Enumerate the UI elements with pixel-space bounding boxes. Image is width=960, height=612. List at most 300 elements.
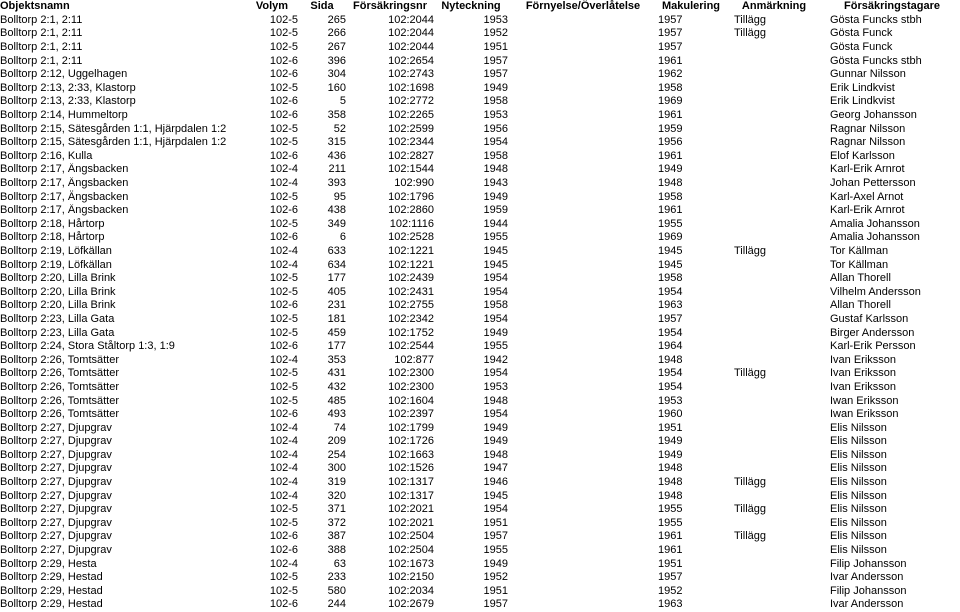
cell-makulering: 1959: [658, 122, 683, 135]
cell-nyteckning: 1944: [483, 217, 508, 230]
cell-makulering: 1961: [658, 530, 683, 543]
cell-forsakringsnr: 102:2544: [388, 340, 434, 353]
cell-fornyelse: [508, 449, 658, 463]
cell-nyteckning: 1952: [483, 27, 508, 40]
cell-volym: 102-5: [269, 394, 298, 407]
cell-sida: 393: [327, 177, 346, 190]
cell-volym: 102-5: [269, 13, 298, 26]
cell-anmarkning: [724, 285, 824, 299]
cell-sida: 459: [327, 326, 346, 339]
cell-forsakringsnr: 102:2431: [388, 285, 434, 298]
cell-anmarkning: [724, 449, 824, 463]
cell-nyteckning: 1954: [483, 272, 508, 285]
cell-fornyelse: [508, 122, 658, 136]
cell-anmarkning: [724, 489, 824, 503]
cell-nyteckning: 1949: [483, 557, 508, 570]
cell-sida: 387: [327, 530, 346, 543]
cell-objektsnamn: Bolltorp 2:27, Djupgrav: [0, 462, 112, 475]
table-row: [0, 285, 960, 299]
cell-objektsnamn: Bolltorp 2:27, Djupgrav: [0, 489, 112, 502]
cell-nyteckning: 1957: [483, 54, 508, 67]
cell-sida: 405: [327, 285, 346, 298]
cell-fornyelse: [508, 285, 658, 299]
cell-anmarkning: [724, 68, 824, 82]
table-row: [0, 231, 960, 245]
cell-anmarkning: [724, 571, 824, 585]
cell-fornyelse: [508, 489, 658, 503]
cell-forsakringsnr: 102:2654: [388, 54, 434, 67]
cell-anmarkning: [724, 408, 824, 422]
cell-forsakringsnr: 102:2439: [388, 272, 434, 285]
cell-makulering: 1958: [658, 81, 683, 94]
cell-volym: 102-5: [269, 503, 298, 516]
column-header-volym: Volym: [255, 0, 289, 13]
cell-anmarkning: [724, 517, 824, 531]
cell-forsakringstagare: Filip Johansson: [830, 584, 907, 597]
cell-makulering: 1948: [658, 353, 683, 366]
cell-objektsnamn: Bolltorp 2:14, Hummeltorp: [0, 109, 128, 122]
cell-anmarkning: [724, 462, 824, 476]
cell-volym: 102-5: [269, 516, 298, 529]
cell-sida: 438: [327, 204, 346, 217]
cell-forsakringsnr: 102:1673: [388, 557, 434, 570]
cell-sida: 6: [339, 231, 346, 244]
column-header-anmarkning: Anmärkning: [741, 0, 807, 13]
cell-fornyelse: [508, 544, 658, 558]
cell-makulering: 1945: [658, 244, 683, 257]
cell-nyteckning: 1959: [483, 204, 508, 217]
cell-nyteckning: 1949: [483, 421, 508, 434]
cell-objektsnamn: Bolltorp 2:29, Hesta: [0, 557, 97, 570]
cell-anmarkning: [724, 54, 824, 68]
cell-fornyelse: [508, 353, 658, 367]
cell-objektsnamn: Bolltorp 2:15, Sätesgården 1:1, Hjärpdalen 1:2: [0, 136, 227, 149]
cell-nyteckning: 1955: [483, 231, 508, 244]
cell-forsakringsnr: 102:2265: [388, 109, 434, 122]
cell-fornyelse: [508, 503, 658, 517]
cell-volym: 102-5: [269, 41, 298, 54]
cell-volym: 102-6: [269, 408, 298, 421]
table-row: [0, 14, 960, 28]
cell-nyteckning: 1954: [483, 312, 508, 325]
column-header-forsakringsnr: Försäkringsnr: [353, 0, 427, 13]
cell-forsakringsnr: 102:1726: [388, 435, 434, 448]
cell-makulering: 1961: [658, 204, 683, 217]
cell-anmarkning: [724, 421, 824, 435]
cell-forsakringstagare: Elis Nilsson: [830, 476, 887, 489]
table-row: [0, 258, 960, 272]
cell-forsakringstagare: Gösta Funcks stbh: [830, 54, 922, 67]
cell-volym: 102-5: [269, 272, 298, 285]
cell-forsakringsnr: 102:2679: [388, 598, 434, 611]
cell-forsakringstagare: Elis Nilsson: [830, 448, 887, 461]
cell-volym: 102-5: [269, 312, 298, 325]
cell-fornyelse: [508, 517, 658, 531]
cell-forsakringstagare: Amalia Johansson: [830, 231, 920, 244]
cell-nyteckning: 1945: [483, 258, 508, 271]
cell-anmarkning: [724, 557, 824, 571]
cell-objektsnamn: Bolltorp 2:26, Tomtsätter: [0, 367, 120, 380]
cell-volym: 102-5: [269, 136, 298, 149]
cell-volym: 102-4: [269, 163, 298, 176]
cell-anmarkning: [724, 313, 824, 327]
cell-forsakringstagare: Tor Källman: [830, 258, 889, 271]
cell-anmarkning: [724, 326, 824, 340]
cell-fornyelse: [508, 462, 658, 476]
cell-fornyelse: [508, 557, 658, 571]
cell-nyteckning: 1948: [483, 448, 508, 461]
table-row: [0, 394, 960, 408]
cell-forsakringstagare: Ivan Eriksson: [830, 367, 897, 380]
cell-fornyelse: [508, 571, 658, 585]
cell-fornyelse: [508, 476, 658, 490]
cell-forsakringsnr: 102:1221: [388, 258, 434, 271]
cell-forsakringsnr: 102:1317: [388, 489, 434, 502]
cell-nyteckning: 1957: [483, 598, 508, 611]
cell-forsakringstagare: Amalia Johansson: [830, 217, 920, 230]
cell-anmarkning: [724, 544, 824, 558]
cell-forsakringstagare: Georg Johansson: [830, 109, 917, 122]
table-row: [0, 367, 960, 381]
table-row: [0, 544, 960, 558]
cell-objektsnamn: Bolltorp 2:20, Lilla Brink: [0, 285, 116, 298]
cell-makulering: 1963: [658, 598, 683, 611]
cell-sida: 267: [327, 41, 346, 54]
cell-volym: 102-5: [269, 122, 298, 135]
table-body: [0, 14, 960, 612]
table-row: [0, 313, 960, 327]
cell-makulering: 1954: [658, 285, 683, 298]
cell-sida: 353: [327, 353, 346, 366]
cell-anmarkning: [724, 150, 824, 164]
cell-fornyelse: [508, 367, 658, 381]
cell-anmarkning: [724, 177, 824, 191]
cell-sida: 320: [327, 489, 346, 502]
cell-objektsnamn: Bolltorp 2:20, Lilla Brink: [0, 299, 116, 312]
table-row: [0, 204, 960, 218]
cell-nyteckning: 1949: [483, 326, 508, 339]
cell-anmarkning: [724, 353, 824, 367]
cell-nyteckning: 1957: [483, 530, 508, 543]
cell-sida: 633: [327, 244, 346, 257]
cell-fornyelse: [508, 163, 658, 177]
cell-objektsnamn: Bolltorp 2:17, Ängsbacken: [0, 163, 129, 176]
cell-volym: 102-6: [269, 109, 298, 122]
cell-forsakringstagare: Ragnar Nilsson: [830, 136, 906, 149]
cell-forsakringsnr: 102:2827: [388, 149, 434, 162]
cell-sida: 634: [327, 258, 346, 271]
cell-sida: 580: [327, 584, 346, 597]
cell-volym: 102-6: [269, 54, 298, 67]
column-header-nyteckning: Nyteckning: [441, 0, 501, 13]
cell-forsakringsnr: 102:2397: [388, 408, 434, 421]
cell-forsakringstagare: Johan Pettersson: [830, 177, 916, 190]
cell-fornyelse: [508, 14, 658, 28]
cell-makulering: 1948: [658, 177, 683, 190]
cell-fornyelse: [508, 394, 658, 408]
cell-anmarkning: [724, 258, 824, 272]
cell-nyteckning: 1958: [483, 149, 508, 162]
cell-objektsnamn: Bolltorp 2:26, Tomtsätter: [0, 394, 120, 407]
cell-volym: 102-5: [269, 190, 298, 203]
cell-sida: 209: [327, 435, 346, 448]
cell-forsakringsnr: 102:2300: [388, 380, 434, 393]
cell-fornyelse: [508, 177, 658, 191]
cell-forsakringstagare: Ragnar Nilsson: [830, 122, 906, 135]
cell-fornyelse: [508, 585, 658, 599]
cell-forsakringsnr: 102:1544: [388, 163, 434, 176]
cell-forsakringsnr: 102:2034: [388, 584, 434, 597]
cell-objektsnamn: Bolltorp 2:15, Sätesgården 1:1, Hjärpdalen 1:2: [0, 122, 227, 135]
cell-makulering: 1969: [658, 95, 683, 108]
cell-forsakringstagare: Ivar Andersson: [830, 598, 904, 611]
table-row: [0, 408, 960, 422]
cell-forsakringstagare: Karl-Axel Arnot: [830, 190, 904, 203]
cell-fornyelse: [508, 408, 658, 422]
cell-objektsnamn: Bolltorp 2:18, Hårtorp: [0, 217, 105, 230]
cell-objektsnamn: Bolltorp 2:16, Kulla: [0, 149, 93, 162]
cell-anmarkning: [724, 190, 824, 204]
cell-fornyelse: [508, 218, 658, 232]
cell-forsakringstagare: Erik Lindkvist: [830, 81, 895, 94]
cell-anmarkning: [724, 218, 824, 232]
cell-forsakringstagare: Elis Nilsson: [830, 489, 887, 502]
cell-nyteckning: 1951: [483, 41, 508, 54]
cell-fornyelse: [508, 204, 658, 218]
cell-objektsnamn: Bolltorp 2:27, Djupgrav: [0, 421, 112, 434]
cell-sida: 244: [327, 598, 346, 611]
table-row: [0, 421, 960, 435]
cell-objektsnamn: Bolltorp 2:17, Ängsbacken: [0, 204, 129, 217]
cell-forsakringstagare: Birger Andersson: [830, 326, 915, 339]
cell-sida: 63: [333, 557, 346, 570]
cell-anmarkning: Tillägg: [734, 244, 766, 257]
cell-makulering: 1954: [658, 326, 683, 339]
cell-forsakringsnr: 102:2772: [388, 95, 434, 108]
cell-volym: 102-5: [269, 367, 298, 380]
cell-sida: 388: [327, 544, 346, 557]
cell-nyteckning: 1949: [483, 81, 508, 94]
cell-forsakringstagare: Elis Nilsson: [830, 516, 887, 529]
cell-forsakringsnr: 102:1116: [389, 217, 434, 230]
cell-sida: 319: [327, 476, 346, 489]
table-row: [0, 245, 960, 259]
cell-nyteckning: 1958: [483, 299, 508, 312]
cell-forsakringsnr: 102:2860: [388, 204, 434, 217]
table-row: [0, 27, 960, 41]
cell-anmarkning: [724, 394, 824, 408]
cell-sida: 177: [327, 272, 346, 285]
cell-fornyelse: [508, 245, 658, 259]
cell-forsakringstagare: Karl-Erik Arnrot: [830, 204, 905, 217]
cell-objektsnamn: Bolltorp 2:1, 2:11: [0, 27, 83, 40]
table-row: [0, 326, 960, 340]
cell-makulering: 1955: [658, 503, 683, 516]
cell-forsakringsnr: 102:2044: [388, 41, 434, 54]
cell-volym: 102-6: [269, 149, 298, 162]
cell-fornyelse: [508, 136, 658, 150]
cell-nyteckning: 1958: [483, 95, 508, 108]
cell-volym: 102-6: [269, 340, 298, 353]
table-row: [0, 435, 960, 449]
cell-volym: 102-5: [269, 380, 298, 393]
cell-forsakringstagare: Gustaf Karlsson: [830, 312, 909, 325]
column-header-makulering: Makulering: [661, 0, 721, 13]
cell-nyteckning: 1954: [483, 367, 508, 380]
cell-objektsnamn: Bolltorp 2:17, Ängsbacken: [0, 190, 129, 203]
cell-makulering: 1954: [658, 380, 683, 393]
cell-fornyelse: [508, 82, 658, 96]
cell-volym: 102-4: [269, 258, 298, 271]
cell-volym: 102-5: [269, 584, 298, 597]
cell-nyteckning: 1953: [483, 109, 508, 122]
table-row: [0, 54, 960, 68]
cell-nyteckning: 1954: [483, 285, 508, 298]
cell-anmarkning: [724, 109, 824, 123]
cell-forsakringstagare: Allan Thorell: [830, 272, 891, 285]
column-header-fornyelse: Förnyelse/Överlåtelse: [525, 0, 641, 13]
cell-nyteckning: 1945: [483, 489, 508, 502]
cell-fornyelse: [508, 326, 658, 340]
cell-fornyelse: [508, 272, 658, 286]
cell-anmarkning: [724, 585, 824, 599]
cell-nyteckning: 1949: [483, 190, 508, 203]
cell-fornyelse: [508, 54, 658, 68]
cell-nyteckning: 1943: [483, 177, 508, 190]
cell-forsakringsnr: 102:2021: [388, 503, 434, 516]
cell-sida: 493: [327, 408, 346, 421]
table-row: [0, 353, 960, 367]
table-row: [0, 122, 960, 136]
table-row: [0, 41, 960, 55]
cell-makulering: 1951: [658, 557, 683, 570]
column-header-objektsnamn: Objektsnamn: [0, 0, 70, 13]
cell-volym: 102-4: [269, 244, 298, 257]
cell-anmarkning: [724, 163, 824, 177]
cell-forsakringsnr: 102:1317: [388, 476, 434, 489]
cell-anmarkning: [724, 41, 824, 55]
cell-objektsnamn: Bolltorp 2:23, Lilla Gata: [0, 312, 115, 325]
cell-volym: 102-5: [269, 27, 298, 40]
table-row: [0, 585, 960, 599]
cell-nyteckning: 1953: [483, 13, 508, 26]
table-row: [0, 150, 960, 164]
cell-sida: 436: [327, 149, 346, 162]
cell-fornyelse: [508, 598, 658, 612]
cell-sida: 254: [327, 448, 346, 461]
table-row: [0, 381, 960, 395]
cell-makulering: 1962: [658, 68, 683, 81]
cell-forsakringstagare: Tor Källman: [830, 244, 889, 257]
cell-fornyelse: [508, 27, 658, 41]
cell-makulering: 1961: [658, 149, 683, 162]
cell-nyteckning: 1956: [483, 122, 508, 135]
cell-forsakringsnr: 102:2504: [388, 530, 434, 543]
cell-forsakringstagare: Iwan Eriksson: [830, 394, 899, 407]
cell-nyteckning: 1954: [483, 136, 508, 149]
cell-anmarkning: Tillägg: [734, 476, 766, 489]
cell-sida: 371: [327, 503, 346, 516]
cell-anmarkning: [724, 435, 824, 449]
cell-volym: 102-4: [269, 353, 298, 366]
cell-fornyelse: [508, 299, 658, 313]
cell-volym: 102-4: [269, 462, 298, 475]
cell-volym: 102-5: [269, 326, 298, 339]
cell-forsakringsnr: 102:2044: [388, 13, 434, 26]
cell-objektsnamn: Bolltorp 2:18, Hårtorp: [0, 231, 105, 244]
cell-nyteckning: 1955: [483, 340, 508, 353]
cell-volym: 102-4: [269, 489, 298, 502]
cell-sida: 233: [327, 571, 346, 584]
table-row: [0, 177, 960, 191]
cell-nyteckning: 1949: [483, 435, 508, 448]
cell-sida: 265: [327, 13, 346, 26]
cell-sida: 485: [327, 394, 346, 407]
cell-makulering: 1955: [658, 217, 683, 230]
cell-anmarkning: [724, 136, 824, 150]
cell-forsakringsnr: 102:2344: [388, 136, 434, 149]
cell-volym: 102-6: [269, 95, 298, 108]
cell-makulering: 1957: [658, 41, 683, 54]
table-row: [0, 489, 960, 503]
cell-forsakringstagare: Karl-Erik Arnrot: [830, 163, 905, 176]
cell-objektsnamn: Bolltorp 2:23, Lilla Gata: [0, 326, 115, 339]
cell-forsakringstagare: Elis Nilsson: [830, 503, 887, 516]
cell-sida: 396: [327, 54, 346, 67]
cell-sida: 95: [333, 190, 346, 203]
cell-objektsnamn: Bolltorp 2:17, Ängsbacken: [0, 177, 129, 190]
cell-anmarkning: [724, 598, 824, 612]
cell-fornyelse: [508, 421, 658, 435]
cell-objektsnamn: Bolltorp 2:26, Tomtsätter: [0, 353, 120, 366]
cell-forsakringsnr: 102:2342: [388, 312, 434, 325]
cell-makulering: 1949: [658, 163, 683, 176]
cell-nyteckning: 1948: [483, 394, 508, 407]
cell-forsakringsnr: 102:1221: [388, 244, 434, 257]
cell-fornyelse: [508, 68, 658, 82]
cell-forsakringstagare: Elis Nilsson: [830, 462, 887, 475]
cell-forsakringsnr: 102:990: [394, 177, 434, 190]
cell-fornyelse: [508, 150, 658, 164]
column-header-forsakringstagare: Försäkringstagare: [844, 0, 940, 13]
cell-forsakringsnr: 102:2021: [388, 516, 434, 529]
cell-nyteckning: 1954: [483, 408, 508, 421]
table-row: [0, 530, 960, 544]
cell-fornyelse: [508, 381, 658, 395]
cell-sida: 431: [327, 367, 346, 380]
cell-objektsnamn: Bolltorp 2:1, 2:11: [0, 13, 83, 26]
cell-sida: 300: [327, 462, 346, 475]
cell-objektsnamn: Bolltorp 2:27, Djupgrav: [0, 503, 112, 516]
cell-objektsnamn: Bolltorp 2:19, Löfkällan: [0, 244, 112, 257]
cell-forsakringstagare: Vilhelm Andersson: [830, 285, 921, 298]
cell-sida: 304: [327, 68, 346, 81]
cell-objektsnamn: Bolltorp 2:27, Djupgrav: [0, 530, 112, 543]
cell-objektsnamn: Bolltorp 2:29, Hestad: [0, 571, 103, 584]
cell-objektsnamn: Bolltorp 2:12, Uggelhagen: [0, 68, 128, 81]
cell-objektsnamn: Bolltorp 2:1, 2:11: [0, 54, 83, 67]
cell-anmarkning: Tillägg: [734, 530, 766, 543]
cell-anmarkning: [724, 122, 824, 136]
cell-sida: 231: [327, 299, 346, 312]
cell-forsakringsnr: 102:1526: [388, 462, 434, 475]
cell-objektsnamn: Bolltorp 2:19, Löfkällan: [0, 258, 112, 271]
cell-anmarkning: [724, 204, 824, 218]
table-row: [0, 163, 960, 177]
cell-volym: 102-4: [269, 435, 298, 448]
cell-makulering: 1948: [658, 476, 683, 489]
cell-volym: 102-5: [269, 81, 298, 94]
